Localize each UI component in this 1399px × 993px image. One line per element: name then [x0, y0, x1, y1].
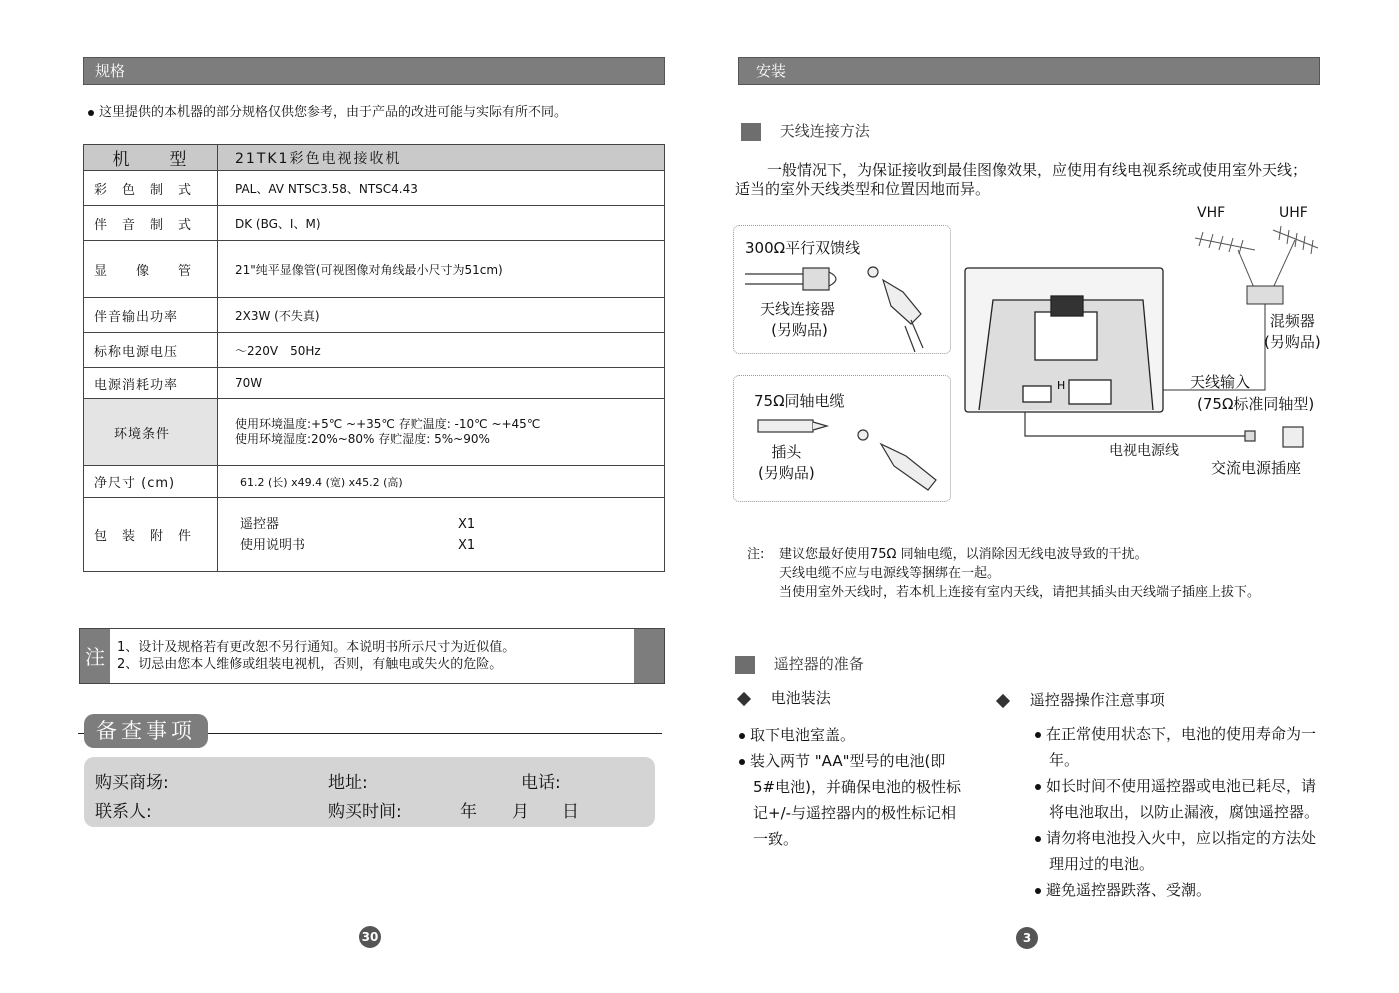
memo-box [84, 757, 655, 827]
env-value [218, 399, 665, 466]
square-icon [741, 123, 761, 141]
memo-title-badge [84, 714, 208, 748]
row-label: 显 像 管 [84, 241, 218, 298]
env-label: 环境条件 [84, 399, 218, 466]
battery-list [739, 722, 965, 852]
row-label: 电源消耗功率 [84, 368, 218, 399]
spec-table [83, 144, 665, 572]
feeder-wire-icon [745, 268, 836, 290]
mixer-label: 混频器 (另购品) [1264, 312, 1321, 351]
connector-label: 天线连接器 (另购品) [760, 300, 836, 339]
uhf-antenna-icon [1273, 226, 1318, 288]
table-row [84, 206, 665, 241]
page-number-left: 30 [359, 926, 381, 948]
memo-day: 日 [562, 802, 579, 822]
plug-icon [758, 420, 936, 490]
acc-item: 使用说明书 X1 [240, 537, 476, 553]
tv-mark: H [1057, 379, 1066, 392]
list-item: 在正常使用状态下，电池的使用寿命为一年。 [1035, 721, 1325, 773]
antenna-input-note: (75Ω标准同轴型) [1197, 395, 1315, 413]
acc-value [218, 498, 665, 572]
table-row [84, 498, 665, 572]
memo-address: 地址: [328, 773, 368, 793]
outlet-label: 交流电源插座 [1211, 459, 1302, 477]
power-cord-icon [1025, 412, 1303, 447]
model-value: 21TK1彩色电视接收机 [218, 145, 665, 171]
list-item: 取下电池室盖。 [739, 722, 965, 748]
memo-purchase-time: 购买时间: [328, 802, 402, 822]
antenna-paragraph: 一般情况下，为保证接收到最佳图像效果，应使用有线电视系统或使用室外天线；适当的室外天线类型和位置因地而异。 [735, 161, 1308, 198]
memo-year: 年 [460, 802, 477, 822]
antenna-heading: 天线连接方法 [741, 120, 870, 141]
notice-box [79, 628, 665, 684]
row-value: 21"纯平显像管(可视图像对角线最小尺寸为51cm) [218, 241, 665, 298]
notice-tag: 注 [80, 629, 110, 683]
memo-store: 购买商场: [95, 773, 169, 793]
table-row [84, 466, 665, 498]
remote-heading: 遥控器的准备 [735, 653, 864, 674]
antenna-input-label: 天线输入 [1190, 373, 1251, 391]
list-item: 请勿将电池投入火中，应以指定的方法处理用过的电池。 [1035, 825, 1325, 877]
remote-notes-heading: 遥控器操作注意事项 [998, 689, 1165, 710]
row-value: PAL、AV NTSC3.58、NTSC4.43 [218, 171, 665, 206]
row-value: DK (BG、I、M) [218, 206, 665, 241]
spec-intro: 这里提供的本机器的部分规格仅供您参考，由于产品的改进可能与实际有所不同。 [88, 101, 567, 120]
size-value: 61.2 (长) x49.4 (宽) x45.2 (高) [218, 466, 665, 498]
table-row [84, 241, 665, 298]
antenna-diagram [733, 200, 1333, 510]
vhf-antenna-icon [1195, 232, 1255, 290]
memo-contact: 联系人: [95, 802, 152, 822]
model-label: 机 型 [84, 145, 218, 171]
table-row [84, 333, 665, 368]
notice-side [634, 629, 664, 683]
install-section-bar [738, 57, 1320, 85]
table-row [84, 298, 665, 333]
row-value: 2X3W (不失真) [218, 298, 665, 333]
connector-icon [868, 267, 923, 352]
memo-phone: 电话: [521, 773, 561, 793]
memo-month: 月 [512, 802, 529, 822]
list-item: 如长时间不使用遥控器或电池已耗尽，请将电池取出，以防止漏液，腐蚀遥控器。 [1035, 773, 1325, 825]
table-row [84, 399, 665, 466]
row-value: ～220V 50Hz [218, 333, 665, 368]
install-section-title: 安装 [756, 62, 787, 80]
row-value: 70W [218, 368, 665, 399]
notice-text: 1、设计及规格若有更改恕不另行通知。本说明书所示尺寸为近似值。 2、切忌由您本人维修或组装电视机，否则，有触电或失火的危险。 [117, 640, 516, 672]
power-cord-label: 电视电源线 [1109, 443, 1179, 459]
acc-item: 遥控器 X1 [240, 516, 476, 532]
row-label: 彩 色 制 式 [84, 171, 218, 206]
coax-label: 75Ω同轴电缆 [754, 392, 845, 410]
bullet-icon [88, 110, 94, 116]
table-row [84, 171, 665, 206]
diamond-icon [737, 691, 751, 705]
env-line: 使用环境湿度:20%~80% 存贮湿度: 5%~90% [235, 432, 490, 446]
table-row [84, 368, 665, 399]
battery-heading: 电池装法 [739, 687, 831, 708]
page-number-right: 3 [1016, 927, 1038, 949]
row-label: 标称电源电压 [84, 333, 218, 368]
row-label: 伴 音 制 式 [84, 206, 218, 241]
uhf-label: UHF [1279, 205, 1308, 221]
spec-header-row [84, 145, 665, 171]
mixer-icon [1163, 286, 1283, 390]
spec-section-bar [83, 57, 665, 85]
row-label: 伴音输出功率 [84, 298, 218, 333]
acc-label: 包 装 附 件 [84, 498, 218, 572]
vhf-label: VHF [1197, 205, 1226, 221]
list-item: 装入两节 "AA"型号的电池(即5#电池)，并确保电池的极性标记+/-与遥控器内的极性标记相一致。 [739, 748, 965, 852]
memo-title: 备查事项 [96, 719, 196, 743]
remote-notes-list [1035, 721, 1325, 903]
spec-section-title: 规格 [95, 62, 126, 80]
size-label: 净尺寸 (cm) [84, 466, 218, 498]
list-item: 避免遥控器跌落、受潮。 [1035, 877, 1325, 903]
plug-label: 插头 (另购品) [758, 443, 815, 482]
diamond-icon [996, 693, 1010, 707]
square-icon [735, 656, 755, 674]
antenna-notes: 注: 建议您最好使用75Ω 同轴电缆，以消除因无线电波导致的干扰。 天线电缆不应与电源线等捆绑在一起。 当使用室外天线时，若本机上连接有室内天线，请把其插头由天线端子插座上拔下。 [747, 547, 1261, 600]
env-line: 使用环境温度:+5℃ ~+35℃ 存贮温度: -10℃ ~+45℃ [235, 417, 541, 431]
feeder-label: 300Ω平行双馈线 [745, 239, 861, 257]
